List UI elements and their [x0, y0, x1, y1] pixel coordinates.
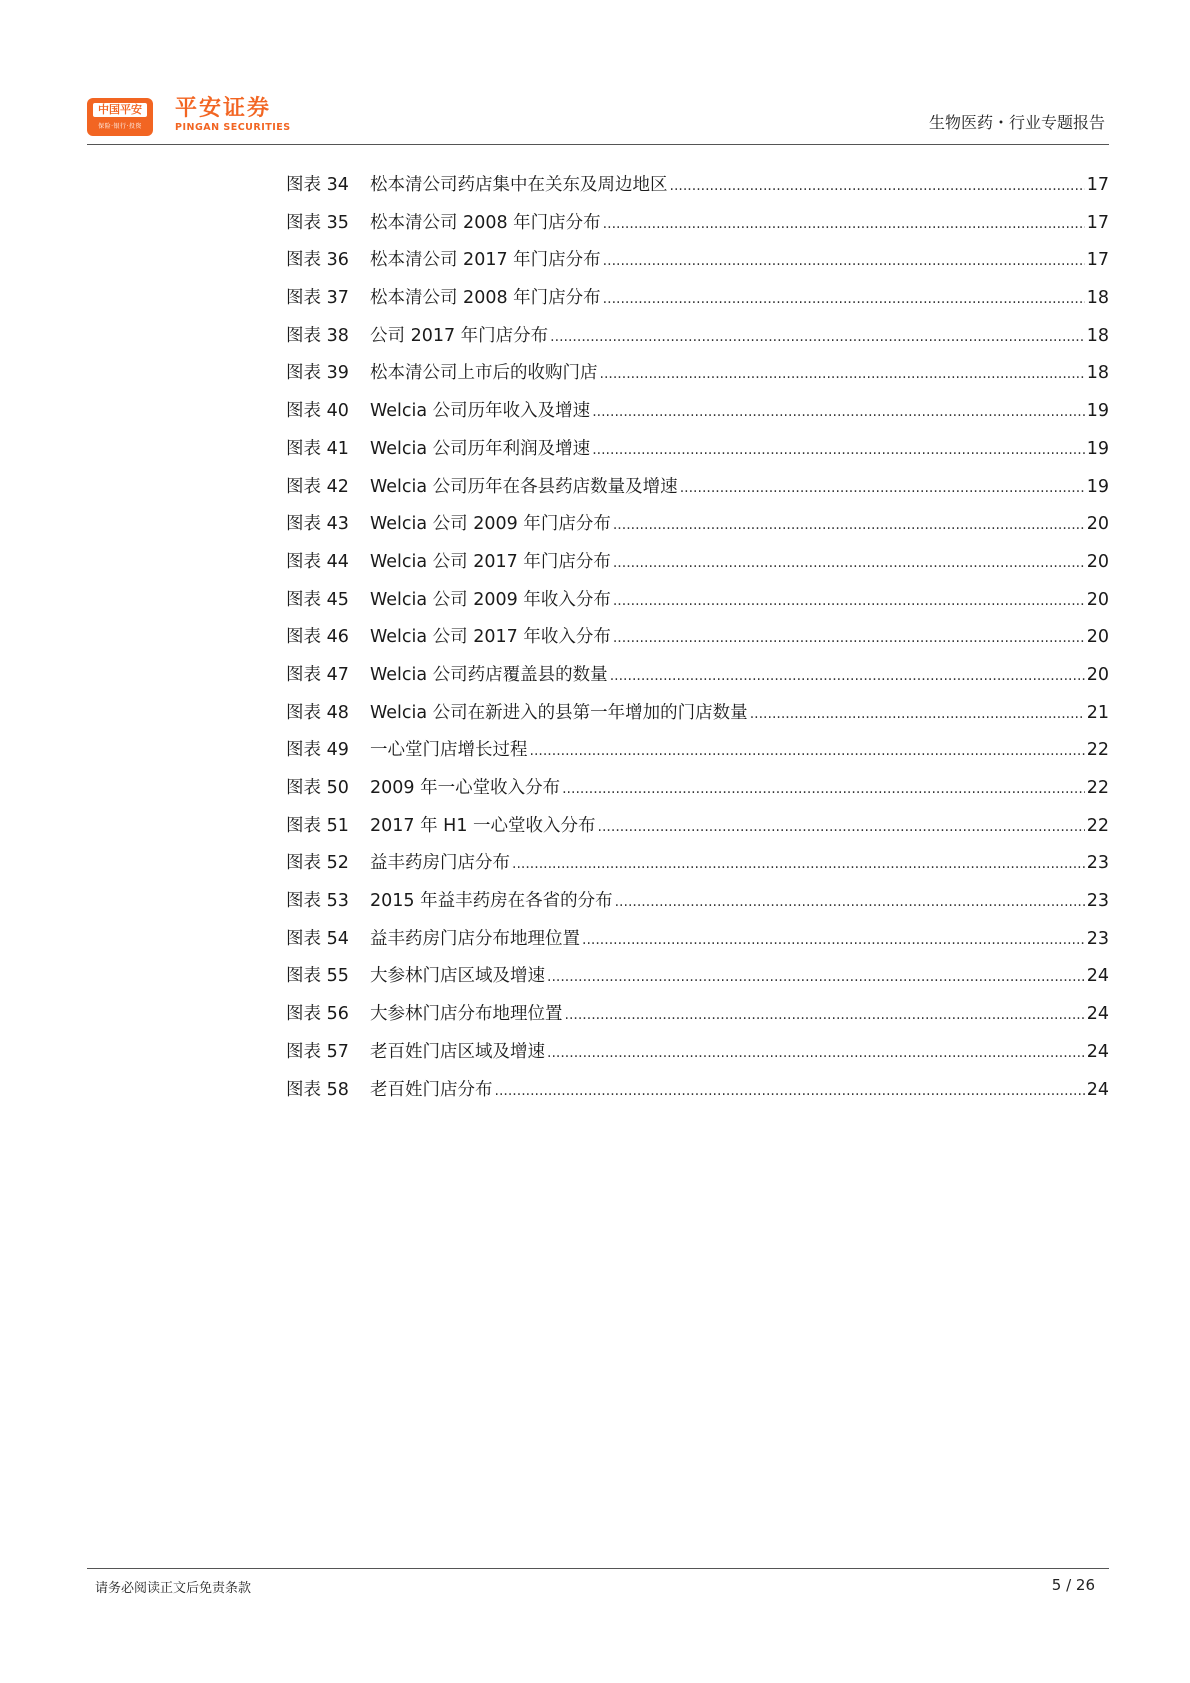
toc-entry-label: 图表 54: [286, 928, 349, 949]
toc-entry-label: 图表 58: [286, 1079, 349, 1100]
toc-entry-label: 图表 57: [286, 1041, 349, 1062]
toc-entry[interactable]: [286, 1076, 1109, 1114]
toc-entry-title: 松本清公司 2008 年门店分布: [370, 212, 601, 233]
toc-dot-leader: [613, 590, 1085, 610]
toc-dot-leader: [512, 853, 1085, 873]
toc-entry-page: 18: [1086, 288, 1109, 309]
toc-entry[interactable]: [286, 661, 1109, 699]
toc-entry-page: 17: [1086, 212, 1109, 233]
toc-entry-label: 图表 48: [286, 702, 349, 723]
toc-entry-label: 图表 47: [286, 664, 349, 685]
toc-dot-leader: [582, 929, 1085, 949]
toc-entry-title: 公司 2017 年门店分布: [370, 325, 549, 346]
toc-entry-title: 老百姓门店分布: [370, 1079, 493, 1100]
toc-dot-leader: [670, 175, 1085, 195]
toc-entry[interactable]: [286, 849, 1109, 887]
pingan-logo-badge: [87, 98, 153, 136]
toc-dot-leader: [603, 288, 1085, 308]
toc-entry-title: 松本清公司 2008 年门店分布: [370, 288, 601, 309]
toc-entry[interactable]: [286, 623, 1109, 661]
toc-entry-label: 图表 42: [286, 476, 349, 497]
toc-dot-leader: [562, 778, 1085, 798]
toc-dot-leader: [613, 552, 1085, 572]
toc-entry[interactable]: [286, 548, 1109, 586]
toc-entry-label: 图表 52: [286, 853, 349, 874]
page-number: 5 / 26: [1051, 1576, 1095, 1594]
toc-entry-title: Welcia 公司 2017 年收入分布: [370, 627, 611, 648]
toc-dot-leader: [598, 816, 1085, 836]
toc-dot-leader: [615, 891, 1085, 911]
table-of-figures: [286, 171, 1109, 1113]
toc-entry[interactable]: [286, 962, 1109, 1000]
toc-entry[interactable]: [286, 1000, 1109, 1038]
brand-name-cn: 平安证券: [175, 96, 272, 121]
toc-entry-page: 19: [1086, 476, 1109, 497]
toc-entry[interactable]: [286, 586, 1109, 624]
toc-entry-title: Welcia 公司药店覆盖县的数量: [370, 664, 608, 685]
toc-entry[interactable]: [286, 812, 1109, 850]
toc-entry-label: 图表 55: [286, 966, 349, 987]
toc-entry-title: 老百姓门店区域及增速: [370, 1041, 545, 1062]
toc-entry-title: 益丰药房门店分布: [370, 853, 510, 874]
toc-entry-title: Welcia 公司在新进入的县第一年增加的门店数量: [370, 702, 748, 723]
toc-entry-label: 图表 45: [286, 589, 349, 610]
toc-dot-leader: [613, 627, 1085, 647]
toc-dot-leader: [547, 1042, 1085, 1062]
toc-entry-page: 20: [1086, 627, 1109, 648]
toc-entry-page: 22: [1086, 815, 1109, 836]
toc-entry[interactable]: [286, 322, 1109, 360]
toc-entry[interactable]: [286, 435, 1109, 473]
toc-entry-title: 一心堂门店增长过程: [370, 740, 528, 761]
toc-entry-page: 24: [1086, 1004, 1109, 1025]
toc-entry-title: 松本清公司上市后的收购门店: [370, 363, 598, 384]
toc-entry-title: Welcia 公司 2017 年门店分布: [370, 551, 611, 572]
toc-entry-page: 19: [1086, 438, 1109, 459]
toc-entry-page: 20: [1086, 551, 1109, 572]
toc-dot-leader: [600, 363, 1085, 383]
toc-entry-label: 图表 46: [286, 627, 349, 648]
toc-entry-page: 22: [1086, 740, 1109, 761]
toc-entry-title: Welcia 公司历年在各县药店数量及增速: [370, 476, 678, 497]
logo-badge-text: 中国平安: [93, 103, 147, 117]
toc-dot-leader: [592, 401, 1085, 421]
toc-entry[interactable]: [286, 887, 1109, 925]
toc-entry-label: 图表 38: [286, 325, 349, 346]
toc-entry-title: 2017 年 H1 一心堂收入分布: [370, 815, 596, 836]
toc-entry-page: 20: [1086, 589, 1109, 610]
toc-entry-page: 20: [1086, 514, 1109, 535]
toc-dot-leader: [530, 740, 1085, 760]
toc-entry-page: 23: [1086, 891, 1109, 912]
toc-entry-page: 24: [1086, 1079, 1109, 1100]
toc-entry-page: 23: [1086, 928, 1109, 949]
toc-entry[interactable]: [286, 397, 1109, 435]
toc-entry-title: 松本清公司 2017 年门店分布: [370, 250, 601, 271]
toc-entry-label: 图表 50: [286, 778, 349, 798]
toc-entry-title: Welcia 公司 2009 年收入分布: [370, 589, 611, 610]
toc-entry-title: Welcia 公司历年利润及增速: [370, 438, 591, 459]
toc-entry-page: 23: [1086, 853, 1109, 874]
toc-dot-leader: [610, 665, 1085, 685]
toc-entry[interactable]: [286, 359, 1109, 397]
toc-entry[interactable]: [286, 246, 1109, 284]
toc-dot-leader: [603, 213, 1085, 233]
toc-dot-leader: [603, 250, 1085, 270]
toc-entry-label: 图表 49: [286, 740, 349, 761]
toc-entry-label: 图表 51: [286, 815, 349, 836]
toc-entry[interactable]: [286, 473, 1109, 511]
toc-entry-title: Welcia 公司 2009 年门店分布: [370, 514, 611, 535]
toc-entry-title: 2009 年一心堂收入分布: [370, 778, 561, 798]
page-footer: [87, 1568, 1109, 1596]
brand-logo: [175, 96, 291, 134]
toc-entry-title: 大参林门店分布地理位置: [370, 1004, 563, 1025]
toc-entry-title: 松本清公司药店集中在关东及周边地区: [370, 175, 668, 195]
toc-entry[interactable]: [286, 510, 1109, 548]
toc-entry-title: 大参林门店区域及增速: [370, 966, 545, 987]
page-header: [87, 92, 1109, 145]
toc-dot-leader: [592, 439, 1085, 459]
toc-entry-label: 图表 56: [286, 1004, 349, 1025]
toc-dot-leader: [495, 1080, 1085, 1100]
toc-entry-label: 图表 43: [286, 514, 349, 535]
toc-entry-page: 18: [1086, 363, 1109, 384]
toc-entry[interactable]: [286, 284, 1109, 322]
toc-entry[interactable]: [286, 171, 1109, 209]
toc-entry-page: 20: [1086, 664, 1109, 685]
toc-entry-page: 17: [1086, 250, 1109, 271]
toc-entry-page: 18: [1086, 325, 1109, 346]
toc-entry-label: 图表 39: [286, 363, 349, 384]
toc-entry[interactable]: [286, 209, 1109, 247]
toc-entry-page: 17: [1086, 175, 1109, 195]
toc-entry-title: 益丰药房门店分布地理位置: [370, 928, 580, 949]
toc-entry[interactable]: [286, 699, 1109, 737]
logo-tagline: 保险·银行·投资: [98, 123, 142, 130]
toc-entry-label: 图表 35: [286, 212, 349, 233]
toc-entry-label: 图表 41: [286, 438, 349, 459]
toc-entry-title: Welcia 公司历年收入及增速: [370, 401, 591, 422]
toc-entry-label: 图表 37: [286, 288, 349, 309]
toc-entry-label: 图表 40: [286, 401, 349, 422]
disclaimer-note: 请务必阅读正文后免责条款: [95, 1581, 252, 1596]
brand-name-en: PINGAN SECURITIES: [175, 122, 291, 133]
report-type: 生物医药・行业专题报告: [928, 113, 1105, 132]
toc-entry-label: 图表 34: [286, 175, 349, 195]
toc-entry[interactable]: [286, 1038, 1109, 1076]
toc-dot-leader: [547, 966, 1085, 986]
toc-dot-leader: [565, 1004, 1085, 1024]
toc-dot-leader: [550, 326, 1085, 346]
toc-entry-page: 19: [1086, 401, 1109, 422]
toc-entry-page: 24: [1086, 1041, 1109, 1062]
toc-entry-page: 24: [1086, 966, 1109, 987]
toc-entry-label: 图表 36: [286, 250, 349, 271]
toc-entry[interactable]: [286, 774, 1109, 812]
toc-entry[interactable]: [286, 925, 1109, 963]
toc-entry[interactable]: [286, 736, 1109, 774]
toc-entry-page: 21: [1086, 702, 1109, 723]
toc-entry-label: 图表 44: [286, 551, 349, 572]
toc-dot-leader: [613, 514, 1085, 534]
toc-entry-label: 图表 53: [286, 891, 349, 912]
toc-entry-title: 2015 年益丰药房在各省的分布: [370, 891, 613, 912]
toc-dot-leader: [750, 703, 1085, 723]
toc-dot-leader: [680, 477, 1085, 497]
toc-entry-page: 22: [1086, 778, 1109, 798]
